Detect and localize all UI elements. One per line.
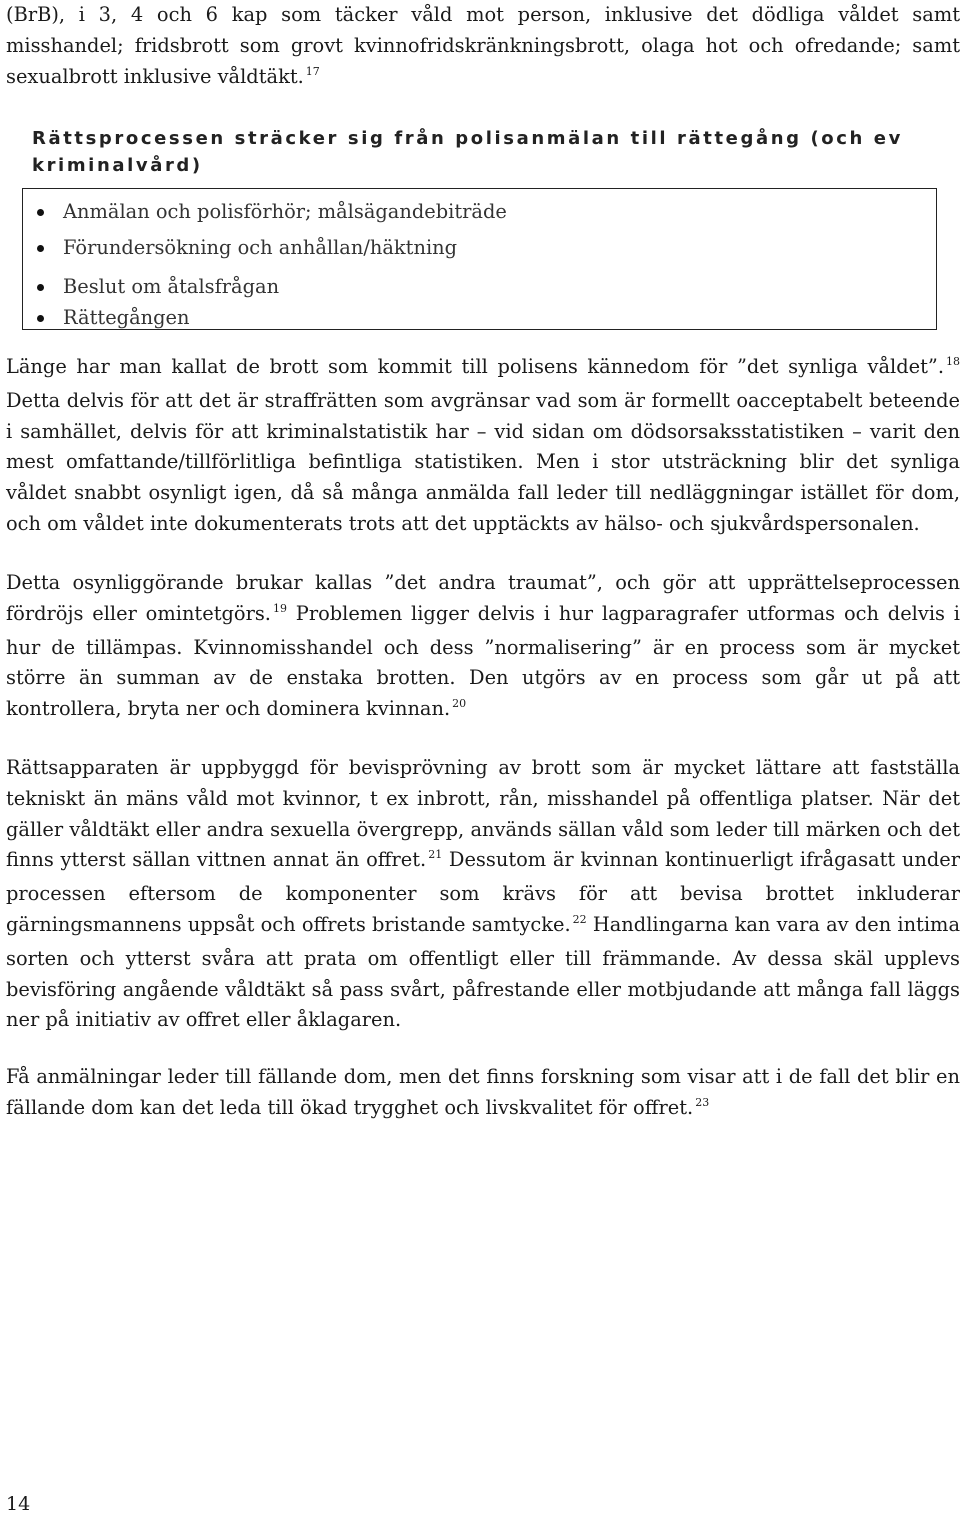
list-item: Förundersökning och anhållan/häktning [63, 236, 458, 259]
footnote-ref[interactable]: 22 [572, 912, 587, 926]
box-heading: Rättsprocessen sträcker sig från polisanmälan till rättegång (och ev kriminalvård) [32, 128, 903, 176]
process-box [22, 188, 937, 330]
footnote-ref[interactable]: 19 [272, 601, 287, 615]
paragraph-text: Dessutom är kvinnan kontinuerligt ifrågasatt under processen eftersom de komponenter som krävs för att bevisa brottet inkluderar gärningsmannens uppsåt och offrets bristande samtycke. [6, 848, 960, 936]
footnote-ref[interactable]: 17 [305, 64, 320, 78]
intro-text: (BrB), i 3, 4 och 6 kap som täcker våld mot person, inklusive det dödliga våldet samt misshandel; fridsbrott som grovt kvinnofridskränkningsbrott, olaga hot och ofredande; samt sexualbrott inklusive våldtäkt. [6, 3, 960, 88]
footnote-ref[interactable]: 21 [428, 848, 443, 862]
list-item: Rättegången [63, 306, 190, 329]
paragraph-second-trauma [6, 568, 960, 728]
page-number: 14 [6, 1493, 31, 1515]
list-item: Anmälan och polisförhör; målsägandebiträde [63, 200, 507, 223]
paragraph-text: Få anmälningar leder till fällande dom, men det finns forskning som visar att i de fall det blir en fällande dom kan det leda till ökad trygghet och livskvalitet för offret. [6, 1065, 960, 1119]
intro-paragraph [6, 0, 960, 95]
paragraph-legal-system [6, 753, 960, 1036]
paragraph-visible-violence [6, 352, 960, 540]
paragraph-text: Länge har man kallat de brott som kommit till polisens kännedom för ”det synliga våldet”. [6, 355, 944, 378]
paragraph-text: Handlingarna kan vara av den intima sorten och ytterst svåra att prata om offentligt eller till främmande. Av dessa skäl upplevs bevisföring angående våldtäkt så pass svårt, påfrestande eller motbjudande att många fall läggs ner på initiativ av offret eller åklagaren. [6, 912, 960, 1032]
paragraph-text: Rättsapparaten är uppbyggd för bevisprövning av brott som är mycket lättare att fastställa tekniskt än mäns våld mot kvinnor, t ex inbrott, rån, misshandel på offentliga platser. När det gäller våldtäkt eller andra sexuella övergrepp, används sällan våld som leder till märken och det finns ytterst sällan vittnen annat än offret. [6, 756, 960, 872]
paragraph-convictions [6, 1062, 960, 1127]
footnote-ref[interactable]: 18 [946, 355, 960, 368]
paragraph-text: Problemen ligger delvis i hur lagparagrafer utformas och delvis i hur de tillämpas. Kvinnomisshandel och dess ”normalisering” är en process som är mycket större än summan av de enstaka brotten. Den utgörs av en process som går ut på att kontrollera, bryta ner och dominera kvinnan. [6, 601, 960, 721]
list-item: Beslut om åtalsfrågan [63, 275, 280, 298]
paragraph-text: Detta delvis för att det är straffrätten som avgränsar vad som är formellt oacceptabelt beteende i samhället, delvis för att kriminalstatistik har – vid sidan om dödsorsaksstatistiken – varit den mest omfattande/tillförlitliga befintliga statistiken. Men i stor utsträckning blir det synliga våldet snabbt osynligt igen, då så många anmälda fall leder till nedläggningar istället för dom, och om våldet inte dokumenterats trots att det upptäckts av hälso- och sjukvårdspersonalen. [6, 388, 960, 535]
paragraph-text: Detta osynliggörande brukar kallas ”det andra traumat”, och gör att upprättelseprocessen fördröjs eller omintetgörs. [6, 571, 960, 625]
footnote-ref[interactable]: 23 [695, 1095, 710, 1109]
footnote-ref[interactable]: 20 [452, 697, 467, 711]
